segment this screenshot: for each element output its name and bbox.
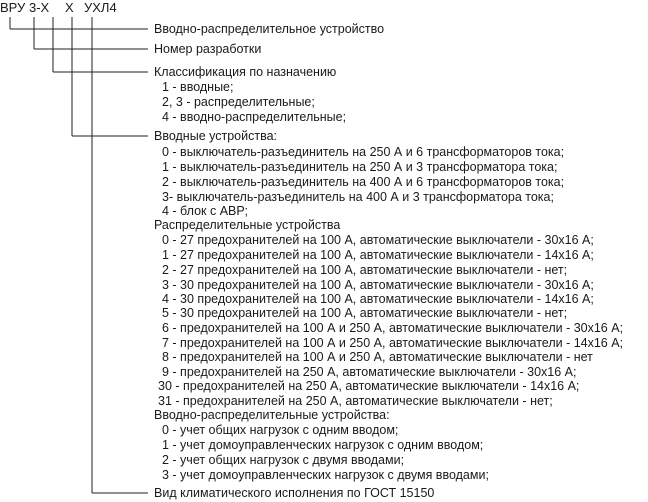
- input-devices-item: 3- выключатель-разъединитель на 400 А и 3 трансформатора тока;: [162, 190, 554, 204]
- distribution-item: 7 - предохранителей на 100 А и 250 А, автоматические выключатели - 14х16 А;: [162, 336, 624, 350]
- distribution-heading: Распределительные устройства: [154, 218, 341, 232]
- legend-title: Вводно-распределительное устройство: [154, 22, 385, 36]
- distribution-item: 2 - 27 предохранителей на 100 А, автоматические выключатели - нет;: [162, 263, 568, 277]
- combined-item: 2 - учет общих нагрузок с двумя вводами;: [162, 453, 405, 467]
- input-devices-item: 2 - выключатель-разъединитель на 400 А и 6 трансформаторов тока;: [162, 175, 565, 189]
- code-base: ВРУ: [0, 0, 26, 15]
- combined-item: 3 - учет домоуправленческих нагрузок с двумя вводами;: [162, 468, 489, 482]
- code-part2: Х: [65, 0, 74, 15]
- input-devices-heading: Вводные устройства:: [154, 129, 277, 143]
- distribution-item: 9 - предохранителей на 250 А, автоматические выключатели - 30х16 А;: [162, 365, 577, 379]
- combined-item: 1 - учет домоуправленческих нагрузок с одним вводом;: [162, 438, 484, 452]
- input-devices-item: 1 - выключатель-разъединитель на 250 А и 3 трансформатора тока;: [162, 160, 558, 174]
- distribution-item: 0 - 27 предохранителей на 100 А, автоматические выключатели - 30х16 А;: [162, 233, 594, 247]
- code-part1: 3-Х: [29, 0, 50, 15]
- classification-heading: Классификация по назначению: [154, 65, 337, 79]
- climate-label: Вид климатического исполнения по ГОСТ 15150: [154, 486, 435, 500]
- distribution-item: 1 - 27 предохранителей на 100 А, автоматические выключатели - 14х16 А;: [162, 248, 594, 262]
- input-devices-item: 0 - выключатель-разъединитель на 250 А и 6 трансформаторов тока;: [162, 145, 565, 159]
- distribution-item: 6 - предохранителей на 100 А и 250 А, автоматические выключатели - 30х16 А;: [162, 321, 624, 335]
- input-devices-item: 4 - блок с АВР;: [162, 204, 248, 218]
- distribution-item: 31 - предохранителей на 250 А, автоматические выключатели - нет;: [158, 394, 553, 408]
- distribution-item: 30 - предохранителей на 250 А, автоматические выключатели - 14х16 А;: [158, 379, 580, 393]
- code-suffix: УХЛ4: [84, 0, 117, 15]
- distribution-item: 3 - 30 предохранителей на 100 А, автоматические выключатели - 30х16 А;: [162, 278, 594, 292]
- distribution-item: 5 - 30 предохранителей на 100 А, автоматические выключатели - нет;: [162, 306, 568, 320]
- classification-item: 1 - вводные;: [162, 80, 234, 94]
- distribution-item: 8 - предохранителей на 100 А и 250 А, автоматические выключатели - нет: [162, 350, 593, 364]
- combined-item: 0 - учет общих нагрузок с одним вводом;: [162, 423, 399, 437]
- classification-item: 2, 3 - распределительные;: [162, 95, 315, 109]
- legend-dev-number: Номер разработки: [154, 42, 262, 56]
- distribution-item: 4 - 30 предохранителей на 100 А, автоматические выключатели - 14х16 А;: [162, 292, 594, 306]
- combined-heading: Вводно-распределительные устройства:: [154, 408, 390, 422]
- classification-item: 4 - вводно-распределительные;: [162, 110, 347, 124]
